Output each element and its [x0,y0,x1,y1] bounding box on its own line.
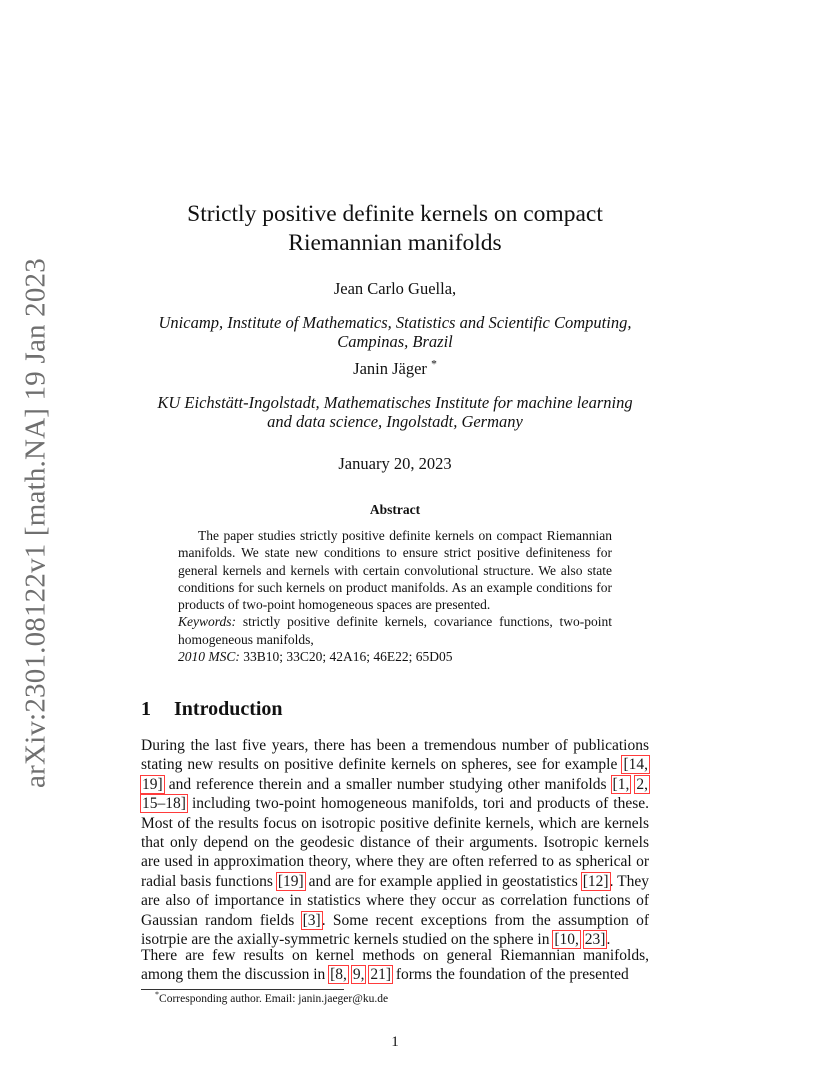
abstract-body [178,527,612,665]
para1-text-2: and reference therein and a smaller number studying other manifolds [163,775,612,793]
affiliation-1-line-2: Campinas, Brazil [337,332,453,351]
arxiv-identifier-stamp [14,257,58,788]
keywords-label: Keywords: [178,614,236,630]
section-title: Introduction [174,698,283,720]
footnote [155,990,389,1005]
footnote-marker[interactable]: * [431,358,437,371]
author-2-name: Janin Jäger [353,359,427,378]
msc-label: 2010 MSC: [178,649,240,665]
section-number: 1 [141,698,151,720]
citation-link[interactable]: 9, [352,966,365,984]
msc-line [178,648,612,665]
paper-title [140,200,650,258]
citation-link[interactable]: [12] [582,872,609,890]
citation-link[interactable]: 2, [636,775,649,793]
para1-text-7: . [606,931,611,949]
section-heading-introduction [141,698,283,721]
keywords-line [178,613,612,648]
abstract-text: The paper studies strictly positive definite kernels on compact Riemannian manifolds. We state new conditions to ensure strict positive definiteness for general kernels and kernels with certain convolutional structure. We also state conditions for such kernels on product manifolds. As an example conditions for products of two-point homogeneous spaces are presented. [178,528,612,613]
msc-codes: 33B10; 33C20; 42A16; 46E22; 65D05 [243,649,453,665]
citation-link[interactable]: [14, [623,756,648,774]
footnote-mark: * [155,990,160,1000]
citation-link[interactable]: 23] [584,931,606,949]
intro-paragraph-1 [141,736,649,949]
abstract-heading: Abstract [369,502,421,517]
para1-text-5: . They are also of importance in statistics where they occur as correlation functions of Gaussian random fields [141,872,649,929]
para1-text-6: . Some recent exceptions from the assumption of isotrpie are the axially-symmetric kernels studied on the sphere in [141,911,649,949]
para1-text-1: During the last five years, there has been a tremendous number of publications stating new results on positive definite kernels on spheres, see for example [141,737,649,774]
citation-link[interactable]: 19] [142,775,163,793]
title-line-2: Riemannian manifolds [288,230,502,256]
paper-date: January 20, 2023 [338,454,452,473]
para2-text-2: forms the foundation of the presented [391,966,629,984]
affiliation-2-line-1: KU Eichstätt-Ingolstadt, Mathematisches Institute for machine learning [157,393,633,412]
page-number: 1 [391,1034,399,1050]
citation-link[interactable]: [1, [612,775,630,793]
keywords-text: strictly positive definite kernels, covariance functions, two-point homogeneous manifolds, [178,614,613,647]
affiliation-2-line-2: and data science, Ingolstadt, Germany [267,412,523,431]
citation-link[interactable]: [19] [277,872,304,890]
affiliation-1-line-1: Unicamp, Institute of Mathematics, Statistics and Scientific Computing, [158,313,632,332]
affiliation-2 [140,393,650,431]
citation-link[interactable]: [10, [554,931,579,949]
arxiv-stamp-text: arXiv:2301.08122v1 [math.NA] 19 Jan 2023 [19,257,52,788]
para1-text-4: and are for example applied in geostatistics [304,872,582,890]
citation-link[interactable]: 15–18] [142,795,186,813]
intro-paragraph-2 [141,946,649,985]
author-1: Jean Carlo Guella, [333,279,457,298]
affiliation-1 [140,313,650,351]
footnote-text: Corresponding author. Email: janin.jaeger@ku.de [159,993,389,1005]
citation-link[interactable]: [8, [330,966,347,984]
citation-link[interactable]: 21] [370,966,391,984]
para2-text-1: There are few results on kernel methods on general Riemannian manifolds, among them the discussion in [141,947,649,984]
title-line-1: Strictly positive definite kernels on compact [187,201,603,227]
citation-link[interactable]: [3] [302,911,321,929]
para1-text-3: including two-point homogeneous manifolds, tori and products of these. Most of the results focus on isotropic positive definite kernels, which are kernels that only depend on the geodesic distance of their arguments. Isotropic kernels are used in approximation theory, where they are often referred to as spherical or radial basis functions [141,795,649,890]
footnote-divider [141,989,344,990]
author-2 [140,359,650,379]
